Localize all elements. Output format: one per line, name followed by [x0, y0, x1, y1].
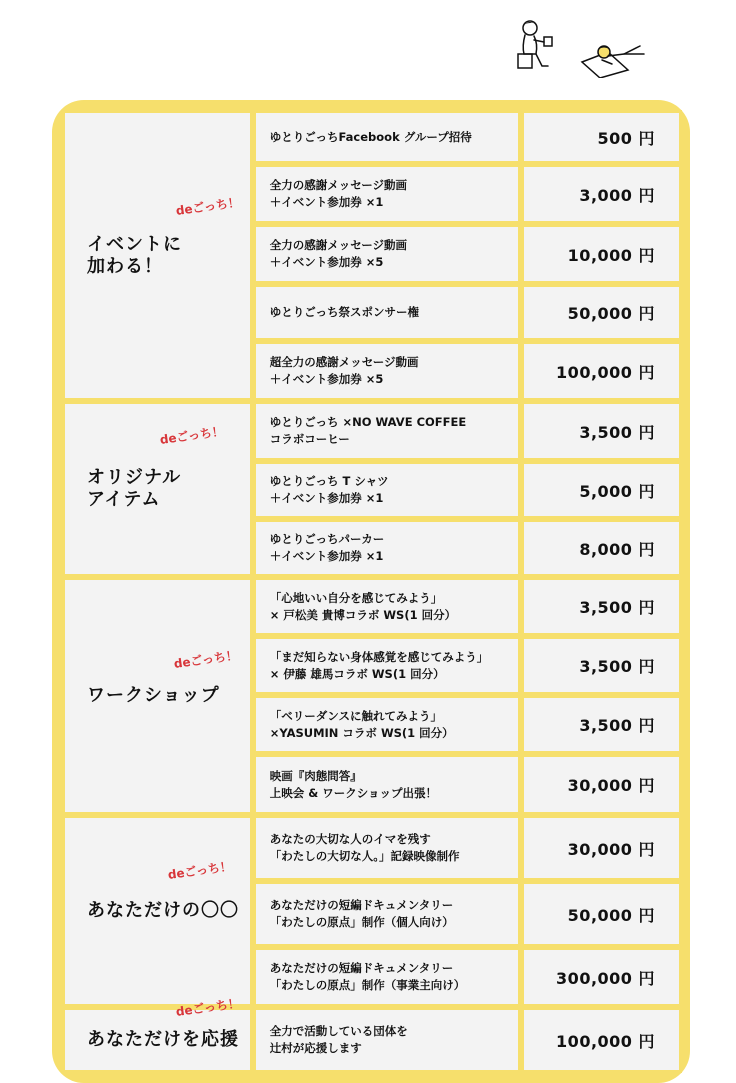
item-description: ゆとりごっちFacebook グループ招待: [253, 110, 521, 164]
category-tag: deごっち！: [174, 996, 241, 1020]
item-description: ゆとりごっち T シャツ ＋イベント参加券 ×1: [253, 461, 521, 519]
category-label: あなただけの〇〇: [87, 900, 239, 921]
table-row: [62, 110, 682, 164]
item-description: 全力の感謝メッセージ動画 ＋イベント参加券 ×5: [253, 224, 521, 284]
category-cell: [62, 996, 253, 1073]
category-cell: [62, 577, 253, 815]
category-label: オリジナル アイテム: [87, 467, 182, 510]
item-description: ゆとりごっちパーカー ＋イベント参加券 ×1: [253, 519, 521, 577]
item-description: ゆとりごっち ×NO WAVE COFFEE コラボコーヒー: [253, 401, 521, 461]
item-price: 3,500 円: [521, 636, 682, 695]
category-tag: deごっち！: [166, 859, 233, 883]
category-tag: deごっち！: [158, 424, 225, 448]
item-description: 超全力の感謝メッセージ動画 ＋イベント参加券 ×5: [253, 341, 521, 401]
item-price: 100,000 円: [521, 1007, 682, 1073]
category-wrap: [65, 648, 250, 707]
item-price: 100,000 円: [521, 341, 682, 401]
item-price: 5,000 円: [521, 461, 682, 519]
item-price: 300,000 円: [521, 947, 682, 1007]
item-description: 「心地いい自分を感じてみよう」 × 戸松美 貴博コラボ WS(1 回分）: [253, 577, 521, 636]
category-tag: deごっち！: [174, 194, 241, 218]
person-reading-illustration: [578, 38, 650, 78]
category-cell: [62, 401, 253, 577]
item-price: 30,000 円: [521, 815, 682, 881]
item-price: 50,000 円: [521, 881, 682, 947]
item-price: 8,000 円: [521, 519, 682, 577]
category-wrap: [65, 424, 250, 511]
category-wrap: [65, 194, 250, 278]
category-cell: [62, 110, 253, 401]
item-description: あなただけの短編ドキュメンタリー 「わたしの原点」制作（事業主向け）: [253, 947, 521, 1007]
category-cell: [62, 815, 253, 1007]
item-description: 全力の感謝メッセージ動画 ＋イベント参加券 ×1: [253, 164, 521, 224]
person-drinking-illustration: [510, 18, 560, 74]
category-tag: deごっち！: [172, 648, 239, 672]
item-price: 3,500 円: [521, 695, 682, 754]
category-label: ワークショップ: [87, 685, 220, 706]
item-price: 3,500 円: [521, 577, 682, 636]
item-description: 「ベリーダンスに触れてみよう」 ×YASUMIN コラボ WS(1 回分）: [253, 695, 521, 754]
category-label: あなただけを応援: [87, 1029, 239, 1050]
item-description: あなたの大切な人のイマを残す 「わたしの大切な人。」記録映像制作: [253, 815, 521, 881]
item-description: あなただけの短編ドキュメンタリー 「わたしの原点」制作（個人向け）: [253, 881, 521, 947]
table-row: [62, 1007, 682, 1073]
item-description: 「まだ知らない身体感覚を感じてみよう」 × 伊藤 雄馬コラボ WS(1 回分）: [253, 636, 521, 695]
item-price: 30,000 円: [521, 754, 682, 815]
category-label: イベントに 加わる！: [87, 233, 182, 277]
item-price: 10,000 円: [521, 224, 682, 284]
table-row: [62, 815, 682, 881]
item-price: 3,000 円: [521, 164, 682, 224]
item-price: 50,000 円: [521, 284, 682, 341]
reward-table: [62, 110, 682, 1073]
table-row: [62, 401, 682, 461]
category-wrap: [65, 859, 250, 922]
table-row: [62, 577, 682, 636]
item-description: 全力で活動している団体を 辻村が応援します: [253, 1007, 521, 1073]
category-wrap: [65, 996, 250, 1051]
item-price: 500 円: [521, 110, 682, 164]
item-description: ゆとりごっち祭スポンサー権: [253, 284, 521, 341]
item-price: 3,500 円: [521, 401, 682, 461]
item-description: 映画『肉態問答』 上映会 & ワークショップ出張！: [253, 754, 521, 815]
